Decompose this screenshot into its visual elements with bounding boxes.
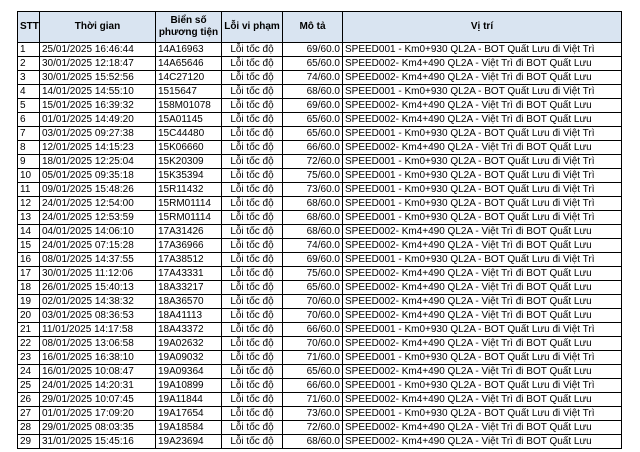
cell-plate: 17A36966 <box>156 239 222 253</box>
header-violation: Lỗi vi phạm <box>222 12 283 43</box>
cell-plate: 18A43372 <box>156 323 222 337</box>
cell-plate: 17A38512 <box>156 253 222 267</box>
table-row <box>18 57 622 71</box>
cell-location: SPEED001 - Km0+930 QL2A - BOT Quất Lưu đi Việt Trì <box>343 127 622 141</box>
cell-time: 15/01/2025 16:39:32 <box>40 99 156 113</box>
cell-stt: 3 <box>18 71 40 85</box>
cell-violation: Lỗi tốc độ <box>222 155 283 169</box>
cell-violation: Lỗi tốc độ <box>222 211 283 225</box>
cell-time: 31/01/2025 15:45:16 <box>40 435 156 449</box>
cell-violation: Lỗi tốc độ <box>222 225 283 239</box>
cell-violation: Lỗi tốc độ <box>222 113 283 127</box>
cell-location: SPEED002- Km4+490 QL2A - Việt Trì đi BOT Quất Lưu <box>343 435 622 449</box>
cell-time: 30/01/2025 12:18:47 <box>40 57 156 71</box>
cell-location: SPEED001 - Km0+930 QL2A - BOT Quất Lưu đi Việt Trì <box>343 379 622 393</box>
cell-violation: Lỗi tốc độ <box>222 393 283 407</box>
table-row <box>18 113 622 127</box>
cell-plate: 19A02632 <box>156 337 222 351</box>
table-row <box>18 421 622 435</box>
cell-stt: 6 <box>18 113 40 127</box>
header-desc: Mô tả <box>283 12 343 43</box>
cell-stt: 19 <box>18 295 40 309</box>
table-row <box>18 407 622 421</box>
cell-location: SPEED002- Km4+490 QL2A - Việt Trì đi BOT Quất Lưu <box>343 421 622 435</box>
cell-time: 30/01/2025 11:12:06 <box>40 267 156 281</box>
cell-stt: 26 <box>18 393 40 407</box>
cell-violation: Lỗi tốc độ <box>222 309 283 323</box>
cell-desc: 70/60.0 <box>283 295 343 309</box>
cell-time: 05/01/2025 09:35:18 <box>40 169 156 183</box>
cell-location: SPEED002- Km4+490 QL2A - Việt Trì đi BOT Quất Lưu <box>343 113 622 127</box>
cell-plate: 19A23694 <box>156 435 222 449</box>
cell-desc: 66/60.0 <box>283 379 343 393</box>
cell-desc: 68/60.0 <box>283 225 343 239</box>
cell-location: SPEED002- Km4+490 QL2A - Việt Trì đi BOT Quất Lưu <box>343 99 622 113</box>
cell-location: SPEED001 - Km0+930 QL2A - BOT Quất Lưu đi Việt Trì <box>343 351 622 365</box>
cell-location: SPEED001 - Km0+930 QL2A - BOT Quất Lưu đi Việt Trì <box>343 43 622 57</box>
cell-stt: 28 <box>18 421 40 435</box>
cell-stt: 24 <box>18 365 40 379</box>
cell-location: SPEED001 - Km0+930 QL2A - BOT Quất Lưu đi Việt Trì <box>343 169 622 183</box>
cell-desc: 74/60.0 <box>283 71 343 85</box>
cell-desc: 69/60.0 <box>283 99 343 113</box>
cell-time: 03/01/2025 08:36:53 <box>40 309 156 323</box>
table-row <box>18 43 622 57</box>
cell-violation: Lỗi tốc độ <box>222 183 283 197</box>
cell-desc: 65/60.0 <box>283 281 343 295</box>
cell-location: SPEED001 - Km0+930 QL2A - BOT Quất Lưu đi Việt Trì <box>343 85 622 99</box>
cell-stt: 5 <box>18 99 40 113</box>
cell-desc: 72/60.0 <box>283 421 343 435</box>
cell-location: SPEED002- Km4+490 QL2A - Việt Trì đi BOT Quất Lưu <box>343 239 622 253</box>
cell-stt: 17 <box>18 267 40 281</box>
cell-stt: 15 <box>18 239 40 253</box>
table-row <box>18 379 622 393</box>
cell-desc: 65/60.0 <box>283 365 343 379</box>
cell-plate: 15K20309 <box>156 155 222 169</box>
cell-violation: Lỗi tốc độ <box>222 71 283 85</box>
violations-table <box>17 11 622 449</box>
cell-plate: 18A41113 <box>156 309 222 323</box>
cell-violation: Lỗi tốc độ <box>222 295 283 309</box>
cell-stt: 27 <box>18 407 40 421</box>
cell-stt: 4 <box>18 85 40 99</box>
cell-time: 29/01/2025 10:07:45 <box>40 393 156 407</box>
cell-location: SPEED001 - Km0+930 QL2A - BOT Quất Lưu đi Việt Trì <box>343 155 622 169</box>
cell-plate: 15C44480 <box>156 127 222 141</box>
cell-location: SPEED002- Km4+490 QL2A - Việt Trì đi BOT Quất Lưu <box>343 267 622 281</box>
cell-stt: 25 <box>18 379 40 393</box>
cell-violation: Lỗi tốc độ <box>222 379 283 393</box>
cell-violation: Lỗi tốc độ <box>222 197 283 211</box>
cell-location: SPEED001 - Km0+930 QL2A - BOT Quất Lưu đi Việt Trì <box>343 183 622 197</box>
cell-plate: 18A36570 <box>156 295 222 309</box>
cell-location: SPEED002- Km4+490 QL2A - Việt Trì đi BOT Quất Lưu <box>343 309 622 323</box>
cell-desc: 70/60.0 <box>283 337 343 351</box>
cell-plate: 14A65646 <box>156 57 222 71</box>
cell-location: SPEED001 - Km0+930 QL2A - BOT Quất Lưu đi Việt Trì <box>343 323 622 337</box>
header-plate <box>156 12 222 43</box>
cell-desc: 65/60.0 <box>283 127 343 141</box>
header-row <box>18 12 622 43</box>
cell-stt: 12 <box>18 197 40 211</box>
cell-violation: Lỗi tốc độ <box>222 85 283 99</box>
cell-stt: 18 <box>18 281 40 295</box>
cell-plate: 18A33217 <box>156 281 222 295</box>
table-row <box>18 351 622 365</box>
cell-location: SPEED002- Km4+490 QL2A - Việt Trì đi BOT Quất Lưu <box>343 393 622 407</box>
cell-violation: Lỗi tốc độ <box>222 127 283 141</box>
cell-desc: 71/60.0 <box>283 351 343 365</box>
cell-time: 30/01/2025 15:52:56 <box>40 71 156 85</box>
cell-violation: Lỗi tốc độ <box>222 141 283 155</box>
cell-desc: 70/60.0 <box>283 309 343 323</box>
cell-plate: 19A10899 <box>156 379 222 393</box>
cell-desc: 75/60.0 <box>283 267 343 281</box>
table-row <box>18 225 622 239</box>
cell-time: 08/01/2025 13:06:58 <box>40 337 156 351</box>
cell-location: SPEED002- Km4+490 QL2A - Việt Trì đi BOT Quất Lưu <box>343 337 622 351</box>
cell-plate: 17A43331 <box>156 267 222 281</box>
cell-violation: Lỗi tốc độ <box>222 407 283 421</box>
cell-plate: 15K35394 <box>156 169 222 183</box>
table-row <box>18 183 622 197</box>
cell-stt: 1 <box>18 43 40 57</box>
cell-location: SPEED002- Km4+490 QL2A - Việt Trì đi BOT Quất Lưu <box>343 295 622 309</box>
cell-location: SPEED001 - Km0+930 QL2A - BOT Quất Lưu đi Việt Trì <box>343 253 622 267</box>
cell-time: 09/01/2025 15:48:26 <box>40 183 156 197</box>
cell-desc: 73/60.0 <box>283 183 343 197</box>
cell-stt: 2 <box>18 57 40 71</box>
cell-desc: 66/60.0 <box>283 141 343 155</box>
cell-plate: 17A31426 <box>156 225 222 239</box>
cell-location: SPEED002- Km4+490 QL2A - Việt Trì đi BOT Quất Lưu <box>343 281 622 295</box>
table-row <box>18 85 622 99</box>
cell-time: 01/01/2025 17:09:20 <box>40 407 156 421</box>
table-row <box>18 365 622 379</box>
cell-stt: 20 <box>18 309 40 323</box>
cell-violation: Lỗi tốc độ <box>222 365 283 379</box>
cell-time: 24/01/2025 07:15:28 <box>40 239 156 253</box>
table-row <box>18 169 622 183</box>
cell-stt: 7 <box>18 127 40 141</box>
cell-plate: 15RM01114 <box>156 211 222 225</box>
cell-desc: 74/60.0 <box>283 239 343 253</box>
cell-desc: 73/60.0 <box>283 407 343 421</box>
cell-time: 16/01/2025 10:08:47 <box>40 365 156 379</box>
cell-desc: 65/60.0 <box>283 57 343 71</box>
table-row <box>18 127 622 141</box>
cell-violation: Lỗi tốc độ <box>222 323 283 337</box>
header-location: Vị trí <box>343 12 622 43</box>
header-plate-line2: phương tiện <box>158 27 219 38</box>
cell-time: 02/01/2025 14:38:32 <box>40 295 156 309</box>
cell-violation: Lỗi tốc độ <box>222 253 283 267</box>
cell-time: 24/01/2025 12:53:59 <box>40 211 156 225</box>
cell-time: 11/01/2025 14:17:58 <box>40 323 156 337</box>
cell-time: 12/01/2025 14:15:23 <box>40 141 156 155</box>
cell-plate: 14C27120 <box>156 71 222 85</box>
cell-violation: Lỗi tốc độ <box>222 351 283 365</box>
table-row <box>18 337 622 351</box>
cell-plate: 19A18584 <box>156 421 222 435</box>
cell-desc: 69/60.0 <box>283 253 343 267</box>
cell-time: 25/01/2025 16:46:44 <box>40 43 156 57</box>
cell-desc: 72/60.0 <box>283 155 343 169</box>
cell-plate: 19A09032 <box>156 351 222 365</box>
cell-location: SPEED002- Km4+490 QL2A - Việt Trì đi BOT Quất Lưu <box>343 365 622 379</box>
cell-time: 03/01/2025 09:27:38 <box>40 127 156 141</box>
cell-stt: 8 <box>18 141 40 155</box>
cell-time: 26/01/2025 15:40:13 <box>40 281 156 295</box>
cell-plate: 15K06660 <box>156 141 222 155</box>
cell-plate: 15A01145 <box>156 113 222 127</box>
violations-table-container <box>17 11 622 449</box>
cell-desc: 66/60.0 <box>283 323 343 337</box>
cell-stt: 9 <box>18 155 40 169</box>
cell-violation: Lỗi tốc độ <box>222 57 283 71</box>
cell-time: 14/01/2025 14:55:10 <box>40 85 156 99</box>
table-row <box>18 155 622 169</box>
table-row <box>18 197 622 211</box>
cell-plate: 15RM01114 <box>156 197 222 211</box>
cell-plate: 14A16963 <box>156 43 222 57</box>
cell-location: SPEED002- Km4+490 QL2A - Việt Trì đi BOT Quất Lưu <box>343 71 622 85</box>
table-row <box>18 309 622 323</box>
cell-violation: Lỗi tốc độ <box>222 267 283 281</box>
table-row <box>18 141 622 155</box>
cell-plate: 15R11432 <box>156 183 222 197</box>
cell-location: SPEED002- Km4+490 QL2A - Việt Trì đi BOT Quất Lưu <box>343 141 622 155</box>
cell-stt: 13 <box>18 211 40 225</box>
cell-violation: Lỗi tốc độ <box>222 169 283 183</box>
cell-time: 24/01/2025 14:20:31 <box>40 379 156 393</box>
table-row <box>18 211 622 225</box>
cell-time: 18/01/2025 12:25:04 <box>40 155 156 169</box>
table-row <box>18 239 622 253</box>
cell-location: SPEED002- Km4+490 QL2A - Việt Trì đi BOT Quất Lưu <box>343 225 622 239</box>
cell-location: SPEED002- Km4+490 QL2A - Việt Trì đi BOT Quất Lưu <box>343 57 622 71</box>
cell-time: 29/01/2025 08:03:35 <box>40 421 156 435</box>
cell-plate: 19A11844 <box>156 393 222 407</box>
cell-violation: Lỗi tốc độ <box>222 43 283 57</box>
cell-location: SPEED001 - Km0+930 QL2A - BOT Quất Lưu đi Việt Trì <box>343 211 622 225</box>
cell-stt: 11 <box>18 183 40 197</box>
cell-location: SPEED001 - Km0+930 QL2A - BOT Quất Lưu đi Việt Trì <box>343 197 622 211</box>
table-row <box>18 99 622 113</box>
cell-violation: Lỗi tốc độ <box>222 239 283 253</box>
cell-violation: Lỗi tốc độ <box>222 337 283 351</box>
table-row <box>18 393 622 407</box>
cell-location: SPEED001 - Km0+930 QL2A - BOT Quất Lưu đi Việt Trì <box>343 407 622 421</box>
cell-violation: Lỗi tốc độ <box>222 99 283 113</box>
table-row <box>18 323 622 337</box>
cell-desc: 69/60.0 <box>283 43 343 57</box>
header-time: Thời gian <box>40 12 156 43</box>
header-stt: STT <box>18 12 40 43</box>
table-header <box>18 12 622 43</box>
cell-desc: 68/60.0 <box>283 197 343 211</box>
cell-time: 24/01/2025 12:54:00 <box>40 197 156 211</box>
table-row <box>18 281 622 295</box>
cell-violation: Lỗi tốc độ <box>222 435 283 449</box>
header-plate-line1: Biển số <box>170 15 207 26</box>
cell-desc: 71/60.0 <box>283 393 343 407</box>
cell-time: 16/01/2025 16:38:10 <box>40 351 156 365</box>
cell-desc: 65/60.0 <box>283 113 343 127</box>
cell-desc: 68/60.0 <box>283 435 343 449</box>
cell-plate: 19A17654 <box>156 407 222 421</box>
table-row <box>18 71 622 85</box>
cell-stt: 23 <box>18 351 40 365</box>
cell-desc: 75/60.0 <box>283 169 343 183</box>
cell-time: 08/01/2025 14:37:55 <box>40 253 156 267</box>
table-body <box>18 43 622 449</box>
cell-desc: 68/60.0 <box>283 85 343 99</box>
cell-stt: 14 <box>18 225 40 239</box>
table-row <box>18 267 622 281</box>
cell-plate: 19A09364 <box>156 365 222 379</box>
cell-stt: 21 <box>18 323 40 337</box>
cell-time: 01/01/2025 14:49:20 <box>40 113 156 127</box>
cell-violation: Lỗi tốc độ <box>222 421 283 435</box>
cell-desc: 68/60.0 <box>283 211 343 225</box>
cell-stt: 29 <box>18 435 40 449</box>
cell-violation: Lỗi tốc độ <box>222 281 283 295</box>
cell-time: 04/01/2025 14:06:10 <box>40 225 156 239</box>
cell-stt: 16 <box>18 253 40 267</box>
cell-plate: 1515647 <box>156 85 222 99</box>
cell-stt: 10 <box>18 169 40 183</box>
table-row <box>18 295 622 309</box>
cell-plate: 158M01078 <box>156 99 222 113</box>
cell-stt: 22 <box>18 337 40 351</box>
table-row <box>18 435 622 449</box>
table-row <box>18 253 622 267</box>
